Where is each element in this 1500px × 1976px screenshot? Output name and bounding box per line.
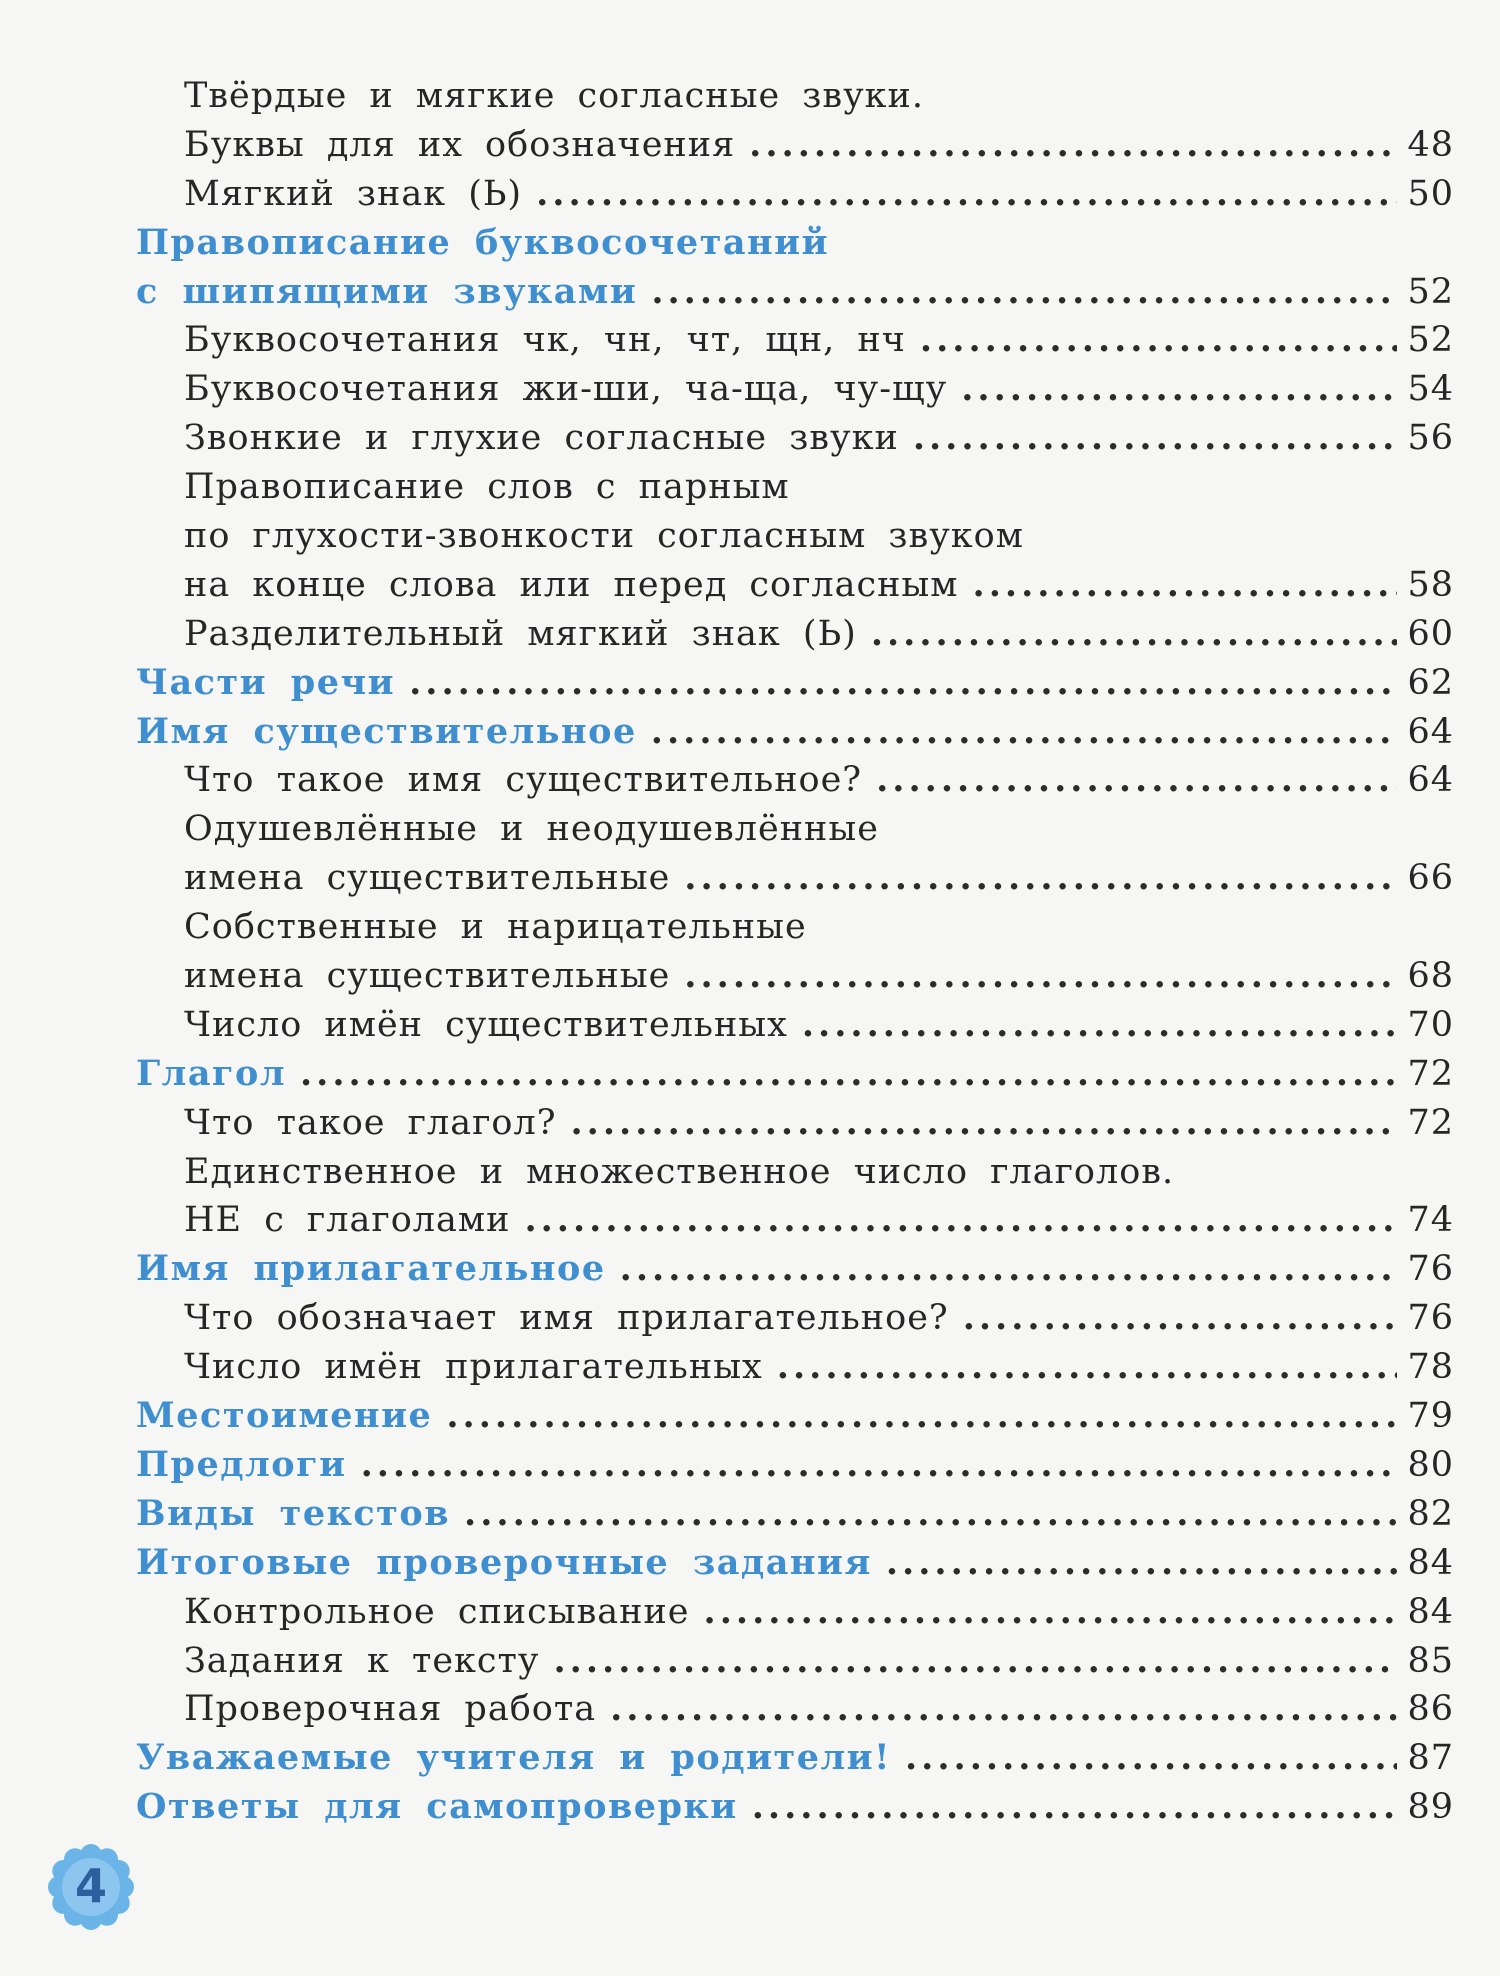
toc-entry-title: Виды текстов [136, 1492, 451, 1534]
toc-entry [0, 512, 1500, 561]
dot-leader [570, 1099, 1397, 1148]
toc-entry-title: Местоимение [136, 1395, 433, 1437]
toc-entry [0, 854, 1500, 903]
dot-leader [704, 1588, 1398, 1637]
toc-entry [0, 903, 1500, 952]
toc-entry-title: Звонкие и глухие согласные звуки [184, 418, 899, 459]
dot-leader [464, 1490, 1397, 1539]
toc-entry-page: 76 [1407, 1298, 1454, 1339]
toc-entry-page: 87 [1407, 1738, 1454, 1779]
toc-entry-title: Предлоги [136, 1443, 347, 1485]
toc-section-heading [0, 268, 1500, 317]
dot-leader [300, 1050, 1397, 1099]
toc-entry-page: 72 [1407, 1102, 1454, 1143]
toc-entry-page: 58 [1407, 564, 1454, 605]
page-number: 4 [74, 1859, 107, 1913]
page-number-badge [46, 1842, 136, 1932]
toc-entry-title: Единственное и множественное число глаголов. [184, 1151, 1175, 1192]
toc-entry-title: Буквосочетания чк, чн, чт, щн, нч [184, 320, 906, 361]
toc-entry-title: Что обозначает имя прилагательное? [184, 1298, 949, 1339]
toc-entry-page: 85 [1407, 1640, 1454, 1681]
toc-entry-title: Проверочная работа [184, 1689, 597, 1730]
toc-entry-page: 60 [1407, 613, 1454, 654]
toc-section-heading [0, 219, 1500, 268]
toc-entry-title: Итоговые проверочные задания [136, 1541, 872, 1583]
toc-entry-title: Собственные и нарицательные [184, 907, 807, 948]
toc-section-heading [0, 1490, 1500, 1539]
dot-leader [920, 316, 1398, 365]
toc-entry-title: по глухости-звонкости согласным звуком [184, 516, 1024, 557]
dot-leader [871, 610, 1398, 659]
toc-entry-title: Имя прилагательное [136, 1248, 606, 1290]
toc-entry-title: Твёрдые и мягкие согласные звуки. [184, 76, 924, 116]
toc-entry-page: 56 [1407, 418, 1454, 459]
toc-list [0, 72, 1500, 1832]
toc-entry-title: Контрольное списывание [184, 1591, 690, 1632]
toc-entry-title: Уважаемые учителя и родители! [136, 1737, 891, 1779]
toc-entry [0, 1685, 1500, 1734]
toc-entry [0, 1343, 1500, 1392]
toc-section-heading [0, 1245, 1500, 1294]
toc-entry-page: 66 [1407, 858, 1454, 899]
toc-entry [0, 1001, 1500, 1050]
dot-leader [553, 1637, 1397, 1686]
toc-entry [0, 805, 1500, 854]
dot-leader [651, 268, 1397, 317]
dot-leader [905, 1734, 1397, 1783]
toc-entry [0, 316, 1500, 365]
toc-entry-title: имена существительные [184, 858, 671, 899]
toc-entry-title: НЕ с глаголами [184, 1200, 511, 1241]
dot-leader [409, 659, 1397, 708]
toc-entry [0, 561, 1500, 610]
toc-entry-page: 50 [1407, 173, 1454, 214]
toc-entry [0, 170, 1500, 219]
toc-entry-page: 74 [1407, 1200, 1454, 1241]
toc-entry [0, 365, 1500, 414]
toc-entry-title: Число имён прилагательных [184, 1347, 763, 1388]
dot-leader [361, 1441, 1398, 1490]
dot-leader [684, 854, 1397, 903]
toc-entry-title: Что такое глагол? [184, 1102, 557, 1143]
dot-leader [524, 1196, 1397, 1245]
toc-entry-page: 86 [1407, 1689, 1454, 1730]
toc-entry-page: 79 [1407, 1396, 1454, 1437]
toc-entry-title: Буквы для их обозначения [184, 124, 736, 165]
toc-entry-title: Части речи [136, 661, 396, 703]
toc-entry [0, 1637, 1500, 1686]
toc-entry-title: на конце слова или перед согласным [184, 564, 959, 605]
toc-entry [0, 1148, 1500, 1197]
toc-entry-page: 76 [1407, 1249, 1454, 1290]
toc-entry-page: 62 [1407, 662, 1454, 703]
toc-entry [0, 72, 1500, 121]
toc-entry-page: 54 [1407, 369, 1454, 410]
toc-entry [0, 1588, 1500, 1637]
toc-entry-page: 68 [1407, 956, 1454, 997]
toc-entry-page: 84 [1407, 1542, 1454, 1583]
toc-entry-page: 52 [1407, 320, 1454, 361]
dot-leader [886, 1539, 1398, 1588]
toc-section-heading [0, 659, 1500, 708]
toc-section-heading [0, 1392, 1500, 1441]
toc-entry-page: 82 [1407, 1493, 1454, 1534]
toc-entry-title: Правописание слов с парным [184, 467, 790, 508]
toc-section-heading [0, 1441, 1500, 1490]
toc-section-heading [0, 1734, 1500, 1783]
toc-entry-page: 52 [1407, 271, 1454, 312]
toc-entry-page: 84 [1407, 1591, 1454, 1632]
toc-section-heading [0, 1539, 1500, 1588]
toc-entry-title: Глагол [136, 1052, 286, 1094]
dot-leader [963, 1294, 1398, 1343]
dot-leader [446, 1392, 1397, 1441]
toc-section-heading [0, 708, 1500, 757]
dot-leader [684, 952, 1397, 1001]
toc-entry [0, 952, 1500, 1001]
dot-leader [620, 1245, 1398, 1294]
toc-entry [0, 756, 1500, 805]
toc-entry-title: Имя существительное [136, 710, 637, 752]
dot-leader [777, 1343, 1398, 1392]
dot-leader [961, 365, 1397, 414]
toc-entry-page: 80 [1407, 1444, 1454, 1485]
toc-entry-title: Одушевлённые и неодушевлённые [184, 809, 879, 850]
toc-entry-page: 64 [1407, 760, 1454, 801]
dot-leader [610, 1685, 1397, 1734]
toc-entry-title: имена существительные [184, 956, 671, 997]
toc-entry-page: 64 [1407, 711, 1454, 752]
dot-leader [913, 414, 1398, 463]
toc-entry-page: 48 [1407, 124, 1454, 165]
toc-entry-title: с шипящими звуками [136, 270, 638, 312]
dot-leader [536, 170, 1397, 219]
toc-entry-title: Что такое имя существительное? [184, 760, 863, 801]
dot-leader [651, 708, 1398, 757]
toc-section-heading [0, 1783, 1500, 1832]
toc-entry [0, 1294, 1500, 1343]
toc-entry-title: Задания к тексту [184, 1640, 540, 1681]
toc-section-heading [0, 1050, 1500, 1099]
toc-entry [0, 610, 1500, 659]
toc-entry [0, 1196, 1500, 1245]
toc-entry-page: 78 [1407, 1347, 1454, 1388]
toc-entry-title: Число имён существительных [184, 1004, 788, 1045]
toc-entry-title: Разделительный мягкий знак (Ь) [184, 613, 857, 654]
toc-entry-title: Буквосочетания жи-ши, ча-ща, чу-щу [184, 369, 948, 410]
dot-leader [973, 561, 1398, 610]
toc-entry [0, 121, 1500, 170]
dot-leader [802, 1001, 1398, 1050]
toc-entry-title: Ответы для самопроверки [136, 1786, 738, 1828]
toc-entry-page: 70 [1407, 1004, 1454, 1045]
toc-entry [0, 463, 1500, 512]
dot-leader [876, 756, 1397, 805]
toc-entry-page: 89 [1407, 1787, 1454, 1828]
toc-entry-title: Правописание буквосочетаний [136, 221, 830, 263]
dot-leader [749, 121, 1397, 170]
toc-entry [0, 1099, 1500, 1148]
dot-leader [752, 1783, 1398, 1832]
toc-entry-page: 72 [1407, 1053, 1454, 1094]
toc-entry [0, 414, 1500, 463]
toc-entry-title: Мягкий знак (Ь) [184, 173, 523, 214]
